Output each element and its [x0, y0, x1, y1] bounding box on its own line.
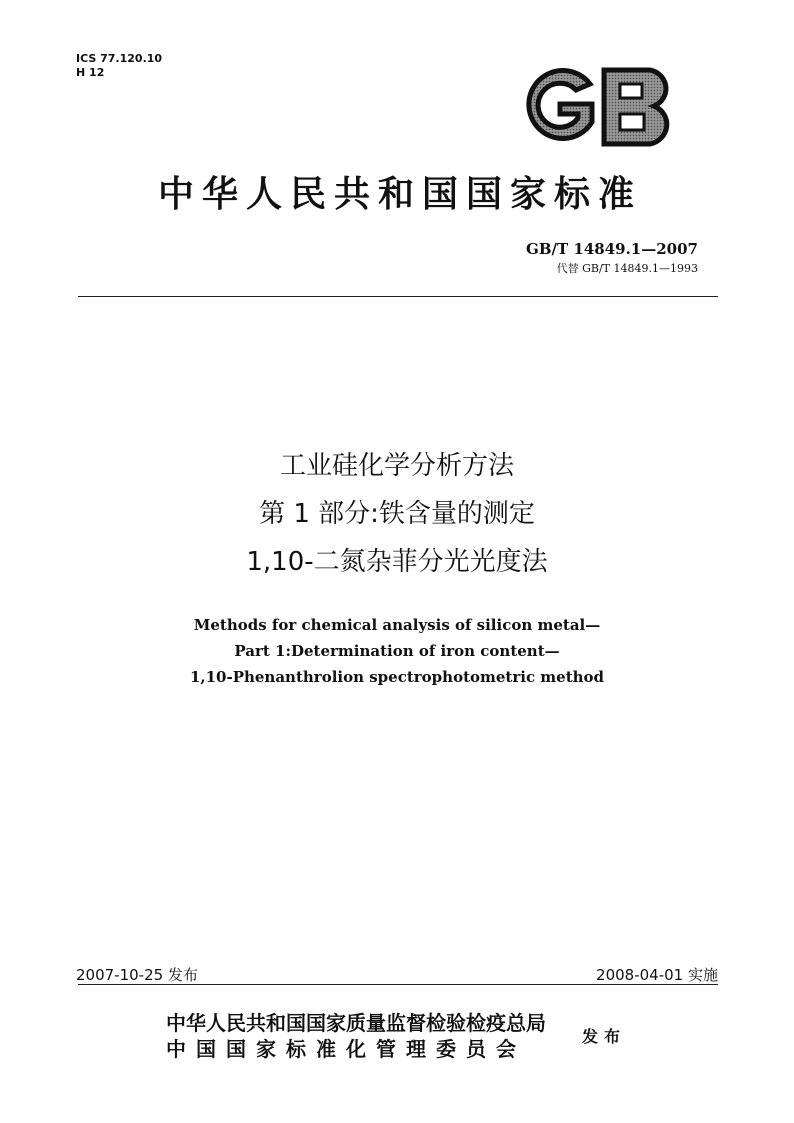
title-en-line2: Part 1:Determination of iron content— [234, 642, 560, 660]
replaced-standard: 代替 GB/T 14849.1—1993 [556, 262, 698, 275]
issue-date: 2007-10-25 发布 [76, 966, 198, 984]
title-cn-line2: 第 1 部分:铁含量的测定 [259, 499, 535, 529]
ccs-code: H 12 [76, 66, 105, 79]
national-standard-title: 中华人民共和国国家标准 [157, 173, 642, 215]
issuer-sac: 中国国家标准化管理委员会 [166, 1037, 526, 1061]
implementation-date: 2008-04-01 实施 [596, 966, 718, 984]
header-divider [78, 296, 718, 297]
standard-number: GB/T 14849.1—2007 [526, 240, 698, 258]
gb-logo [518, 62, 678, 150]
classification-codes [76, 52, 162, 80]
issuer-aqsiq: 中华人民共和国国家质量监督检验检疫总局 [166, 1011, 546, 1035]
title-cn-line1: 工业硅化学分析方法 [279, 451, 514, 481]
ics-code: ICS 77.120.10 [76, 52, 163, 65]
title-en-line1: Methods for chemical analysis of silicon metal— [193, 616, 601, 634]
publish-label: 发布 [582, 1027, 627, 1046]
title-en-line3: 1,10-Phenanthrolion spectrophotometric method [189, 668, 605, 686]
title-cn-line3: 1,10-二氮杂菲分光光度法 [246, 547, 548, 577]
footer-divider [78, 984, 718, 985]
